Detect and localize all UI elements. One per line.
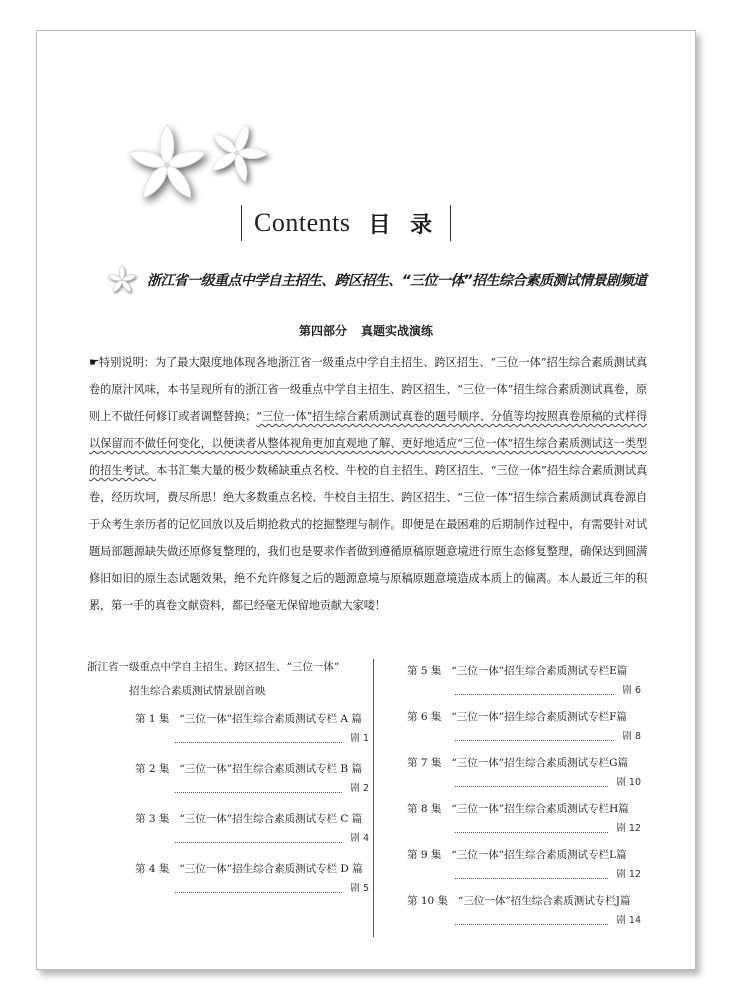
toc-page: 剧 8	[622, 731, 641, 742]
part-label: 第四部分	[298, 324, 347, 338]
toc-item[interactable]	[87, 859, 369, 899]
toc-item[interactable]	[87, 759, 369, 799]
part-name: 真题实战演练	[361, 324, 434, 338]
toc-leader-dots	[455, 923, 608, 925]
flower-decoration-icon	[97, 103, 287, 213]
toc-leader-dots	[455, 877, 608, 879]
toc-episode: 第 10 集	[407, 895, 449, 907]
toc-page: 剧 14	[616, 915, 641, 926]
toc-leader-dots	[455, 831, 608, 833]
toc-leader-dots	[455, 693, 614, 695]
toc-episode: 第 8 集	[407, 803, 442, 815]
toc-leader-dots	[175, 841, 342, 843]
toc-episode: 第 3 集	[135, 813, 170, 825]
toc-right-column	[407, 657, 641, 931]
toc-episode: 第 2 集	[135, 763, 170, 775]
toc-item[interactable]	[407, 753, 641, 793]
section-banner-text: 浙江省一级重点中学自主招生、跨区招生、“三位一体”招生综合素质测试情景剧频道	[147, 273, 647, 289]
page	[36, 30, 696, 970]
toc-page: 剧 2	[350, 783, 369, 794]
toc-leader-dots	[455, 785, 608, 787]
toc-title: “三位一体”招生综合素质测试专栏J篇	[458, 895, 631, 907]
toc-page: 剧 5	[350, 883, 369, 894]
intro-text-wavy: “三位一体”招生综合素质测试真卷的题号顺序、分值等均按照真卷原稿的式样得以保留而不做任何变化，以便读者从整体视角更加直观地了解、更好地适应“三位一体”招生综合素质测试这一类型的招生考试。	[89, 410, 647, 477]
toc-leader-dots	[455, 739, 614, 741]
contents-title-en: Contents	[254, 208, 351, 237]
toc-group-title-line1: 浙江省一级重点中学自主招生、跨区招生、“三位一体”	[87, 661, 340, 673]
toc-page: 剧 12	[616, 823, 641, 834]
toc-episode: 第 6 集	[407, 711, 442, 723]
intro-paragraph	[89, 349, 647, 619]
toc-title: “三位一体”招生综合素质测试专栏 B 篇	[179, 763, 362, 775]
toc-episode: 第 7 集	[407, 757, 442, 769]
toc-page: 剧 12	[616, 869, 641, 880]
intro-text-2: 本书汇集大量的极少数稀缺重点名校、牛校的自主招生、跨区招生、“三位一体”招生综合素质测试真卷，经历坎坷，费尽所思！绝大多数重点名校、牛校自主招生、跨区招生、“三位一体”招生综合素质测试真卷源自于众考生亲历者的记忆回放以及后期抢救式的挖掘整理与制作。即便是在最困难的后期制作过程中，有需要针对试题局部题源缺失做还原修复整理的，我们也是要求作者做到遵循原稿原题意境进行原生态修复整理，确保达到圆满修旧如旧的原生态试题效果，绝不允许修复之后的题源意境与原稿原题意境造成本质上的偏离。本人最近三年的积累，第一手的真卷文献资料，都已经毫无保留地贡献大家喽！	[89, 464, 647, 612]
toc-title: “三位一体”招生综合素质测试专栏E篇	[451, 665, 628, 677]
toc-title: “三位一体”招生综合素质测试专栏 D 篇	[179, 863, 363, 875]
toc-divider	[373, 659, 374, 937]
toc-leader-dots	[175, 791, 342, 793]
toc-title: “三位一体”招生综合素质测试专栏 A 篇	[179, 713, 362, 725]
toc-page: 剧 10	[616, 777, 641, 788]
contents-header	[241, 205, 451, 241]
toc-page: 剧 6	[622, 685, 641, 696]
toc-item[interactable]	[407, 891, 641, 931]
toc-page: 剧 4	[350, 833, 369, 844]
part-title	[37, 322, 695, 339]
contents-title-zh: 目 录	[368, 212, 439, 238]
toc-left-column	[87, 655, 369, 899]
intro-text-1: 特别说明：为了最大限度地体现各地浙江省一级重点中学自主招生、跨区招生、“三位一体”招生综合素质测试真卷的原汁风味，本书呈现所有的浙江省一级重点中学自主招生、跨区招生、“三位一体”招生综合素质测试真卷，原则上不做任何修订或者调整替换；	[89, 356, 647, 423]
toc-episode: 第 1 集	[135, 713, 170, 725]
toc-item[interactable]	[407, 845, 641, 885]
toc-page: 剧 1	[350, 733, 369, 744]
pointing-hand-icon: ☛	[89, 356, 99, 369]
toc-title: “三位一体”招生综合素质测试专栏F篇	[451, 711, 627, 723]
toc-item[interactable]	[87, 809, 369, 849]
toc-title: “三位一体”招生综合素质测试专栏 C 篇	[179, 813, 363, 825]
section-banner	[105, 260, 685, 300]
toc-group-title	[87, 655, 369, 703]
toc-episode: 第 9 集	[407, 849, 442, 861]
toc-leader-dots	[175, 891, 342, 893]
toc-episode: 第 5 集	[407, 665, 442, 677]
toc-leader-dots	[175, 741, 342, 743]
toc-title: “三位一体”招生综合素质测试专栏H篇	[451, 803, 629, 815]
toc-title: “三位一体”招生综合素质测试专栏L篇	[451, 849, 627, 861]
toc-title: “三位一体”招生综合素质测试专栏G篇	[451, 757, 628, 769]
toc-item[interactable]	[407, 661, 641, 701]
toc-group-title-line2: 招生综合素质测试情景剧首映	[129, 685, 266, 697]
flower-icon	[105, 263, 139, 297]
toc-item[interactable]	[407, 707, 641, 747]
toc-episode: 第 4 集	[135, 863, 170, 875]
toc-item[interactable]	[407, 799, 641, 839]
toc-item[interactable]	[87, 709, 369, 749]
